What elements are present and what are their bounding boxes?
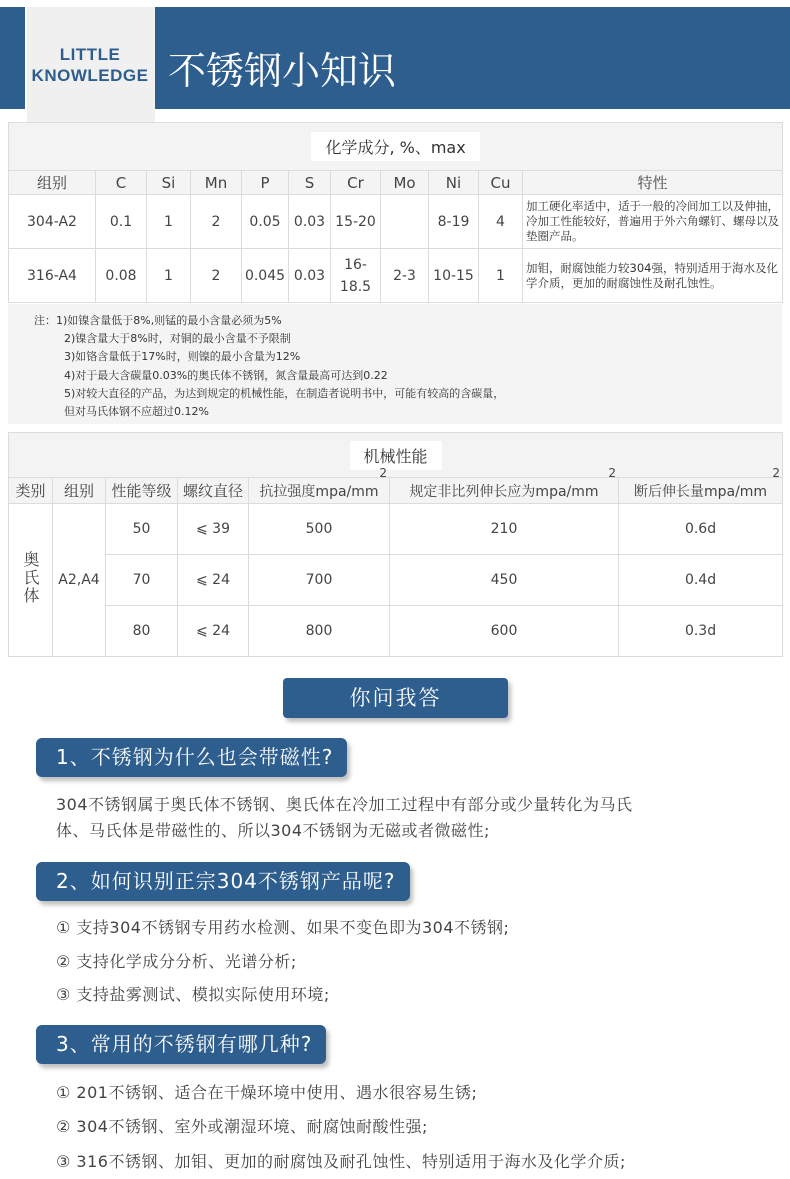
cell-diameter: ⩽ 24 <box>178 606 249 657</box>
col-header-p: P <box>242 171 289 195</box>
col-header-group: 组别 <box>9 171 96 195</box>
col-header-ni: Ni <box>429 171 479 195</box>
cell-cr: 15-20 <box>331 195 381 249</box>
cell-tensile: 700 <box>249 555 390 606</box>
table-row <box>9 249 783 303</box>
col-header-tensile <box>249 466 390 504</box>
cell-ni: 10-15 <box>429 249 479 303</box>
cell-c: 0.08 <box>96 249 147 303</box>
table-row <box>9 555 783 606</box>
header-tensile-label: 抗拉强度mpa/mm <box>259 483 379 500</box>
badge-line2: KNOWLEDGE <box>31 65 149 85</box>
col-header-grade: 性能等级 <box>106 478 178 504</box>
cell-si: 1 <box>147 249 191 303</box>
cell-diameter: ⩽ 39 <box>178 504 249 555</box>
answer-3-item-1: ① 201不锈钢、适合在干燥环境中使用、遇水很容易生锈; <box>56 1083 478 1102</box>
header-elongation-label: 断后伸长量mpa/mm <box>633 483 768 500</box>
note-line: 3)如铬含量低于17%时，则镍的最小含量为12% <box>64 350 301 364</box>
note-text: 1)如镍含量低于8%,则锰的最小含量必须为5% <box>56 314 282 327</box>
cell-elongation: 0.4d <box>619 555 783 606</box>
question-2: 2、如何识别正宗304不锈钢产品呢? <box>36 862 410 901</box>
cell-tensile: 500 <box>249 504 390 555</box>
col-header-group: 组别 <box>53 478 106 504</box>
col-header-cr: Cr <box>331 171 381 195</box>
answer-1-line-1: 304不锈钢属于奥氏体不锈钢、奥氏体在冷加工过程中有部分或少量转化为马氏 <box>56 795 633 814</box>
answer-3-item-2: ② 304不锈钢、室外或潮湿环境、耐腐蚀耐酸性强; <box>56 1117 428 1136</box>
mech-caption-cell <box>9 433 783 478</box>
table-row <box>9 195 783 249</box>
cell-p: 0.05 <box>242 195 289 249</box>
col-header-c: C <box>96 171 147 195</box>
col-header-si: Si <box>147 171 191 195</box>
note-line: 但对马氏体钢不应超过0.12% <box>64 405 209 419</box>
cell-s: 0.03 <box>289 249 331 303</box>
chem-caption-cell <box>9 123 783 171</box>
cell-c: 0.1 <box>96 195 147 249</box>
col-header-cu: Cu <box>479 171 523 195</box>
answer-2-item-2: ② 支持化学成分分析、光谱分析; <box>56 952 297 971</box>
cell-yield: 450 <box>390 555 619 606</box>
page-title: 不锈钢小知识 <box>168 49 397 93</box>
category-text: 奥氏体 <box>21 551 40 605</box>
cell-mo: 2-3 <box>381 249 429 303</box>
answer-3-item-3: ③ 316不锈钢、加钼、更加的耐腐蚀及耐孔蚀性、特别适用于海水及化学介质; <box>56 1152 626 1171</box>
answer-1-line-2: 体、马氏体是带磁性的、所以304不锈钢为无磁或者微磁性; <box>56 821 490 840</box>
cell-grade: 80 <box>106 606 178 657</box>
cell-mn: 2 <box>191 249 242 303</box>
qa-section-title: 你问我答 <box>283 678 508 718</box>
note-line: 2)镍含量大于8%时，对铜的最小含量不予限制 <box>64 332 291 346</box>
cell-cr-line1: 16- <box>344 256 367 273</box>
cell-si: 1 <box>147 195 191 249</box>
cell-cu: 1 <box>479 249 523 303</box>
cell-property: 加工硬化率适中，适于一般的冷间加工以及伸抽，冷加工性能较好，普遍用于外六角螺钉、螺母以及垫圈产品。 <box>523 195 783 249</box>
chem-caption: 化学成分, %、max <box>311 132 479 161</box>
cell-s: 0.03 <box>289 195 331 249</box>
cell-category <box>9 504 53 657</box>
cell-grade: 70 <box>106 555 178 606</box>
answer-2-item-1: ① 支持304不锈钢专用药水检测、如果不变色即为304不锈钢; <box>56 918 510 937</box>
col-header-elongation <box>619 466 783 504</box>
notes-block <box>8 304 782 424</box>
note-line <box>34 312 782 330</box>
cell-group: A2,A4 <box>53 504 106 657</box>
badge-line1: LITTLE <box>59 44 121 64</box>
cell-group: 304-A2 <box>9 195 96 249</box>
question-1: 1、不锈钢为什么也会带磁性? <box>36 738 347 777</box>
cell-group: 316-A4 <box>9 249 96 303</box>
table-row <box>9 504 783 555</box>
cell-diameter: ⩽ 24 <box>178 555 249 606</box>
col-header-category: 类别 <box>9 478 53 504</box>
cell-yield: 210 <box>390 504 619 555</box>
superscript: 2 <box>608 466 616 480</box>
cell-cu: 4 <box>479 195 523 249</box>
cell-yield: 600 <box>390 606 619 657</box>
cell-cr-line2: 18.5 <box>339 278 372 295</box>
cell-ni: 8-19 <box>429 195 479 249</box>
col-header-yield <box>390 466 619 504</box>
little-knowledge-badge <box>25 7 155 122</box>
mech-caption: 机械性能 <box>350 441 442 470</box>
col-header-diameter: 螺纹直径 <box>178 478 249 504</box>
note-line: 5)对较大直径的产品，为达到规定的机械性能，在制造者说明书中，可能有较高的含碳量， <box>64 386 505 400</box>
col-header-s: S <box>289 171 331 195</box>
header-banner <box>0 7 790 109</box>
col-header-mn: Mn <box>191 171 242 195</box>
table-row <box>9 606 783 657</box>
mechanical-properties-table <box>8 432 783 657</box>
answer-2-item-3: ③ 支持盐雾测试、模拟实际使用环境; <box>56 985 330 1004</box>
superscript: 2 <box>379 466 387 480</box>
col-header-mo: Mo <box>381 171 429 195</box>
cell-tensile: 800 <box>249 606 390 657</box>
cell-elongation: 0.6d <box>619 504 783 555</box>
cell-grade: 50 <box>106 504 178 555</box>
cell-mo <box>381 195 429 249</box>
question-3: 3、常用的不锈钢有哪几种? <box>36 1025 326 1064</box>
note-prefix: 注： <box>34 314 56 327</box>
cell-property: 加钼，耐腐蚀能力较304强，特别适用于海水及化学介质，更加的耐腐蚀性及耐孔蚀性。 <box>523 249 783 303</box>
cell-cr <box>331 249 381 303</box>
col-header-property: 特性 <box>523 171 783 195</box>
cell-mn: 2 <box>191 195 242 249</box>
note-line: 4)对于最大含碳量0.03%的奥氏体不锈钢，氮含量最高可达到0.22 <box>64 368 388 382</box>
header-yield-label: 规定非比列伸长应为mpa/mm <box>409 483 599 500</box>
cell-p: 0.045 <box>242 249 289 303</box>
cell-elongation: 0.3d <box>619 606 783 657</box>
chemical-composition-table <box>8 122 783 303</box>
superscript: 2 <box>772 466 781 480</box>
